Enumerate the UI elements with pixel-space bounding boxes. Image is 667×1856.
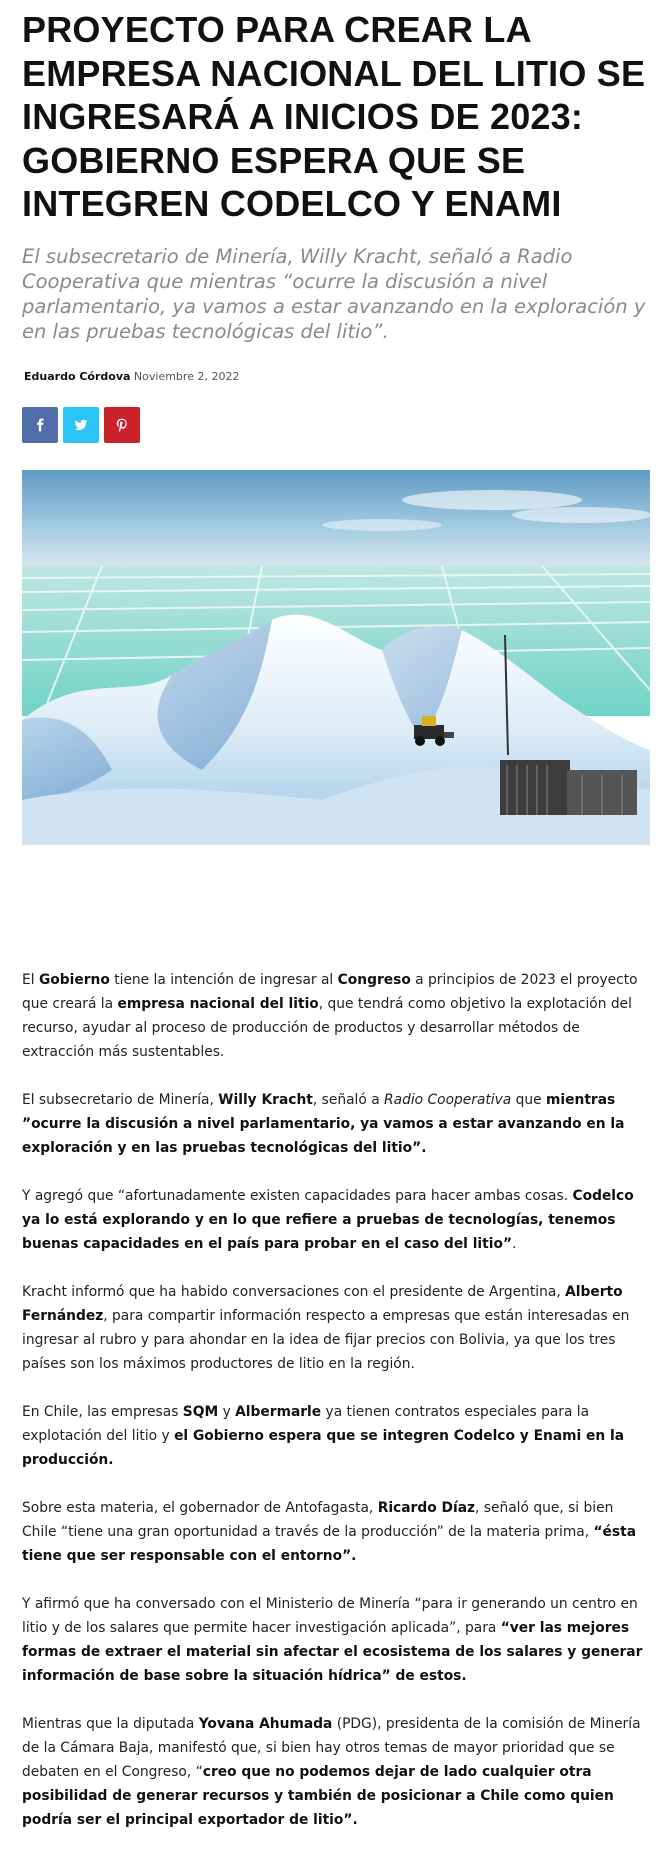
article-paragraph: [22, 1712, 650, 1832]
text-run: En Chile, las empresas: [22, 1404, 183, 1420]
text-run: , señaló que, si bien Chile “tiene una gran oportunidad a través de la producción” de la materia prima,: [22, 1500, 614, 1540]
article-paragraph: [22, 1400, 650, 1472]
salt-flat-photo: [22, 470, 650, 845]
text-run: tiene la intención de ingresar al: [109, 972, 338, 988]
text-run: .: [512, 1236, 517, 1252]
text-run: , que tendrá como objetivo la explotación del recurso, ayudar al proceso de producción de productos y desarrollar métodos de extracción más sustentables.: [22, 996, 632, 1060]
article-paragraph: [22, 1184, 650, 1256]
text-run: Mientras que la diputada: [22, 1716, 199, 1732]
twitter-icon: [74, 418, 88, 432]
bold-text: “ésta tiene que ser responsable con el entorno”.: [22, 1524, 637, 1564]
article-headline: PROYECTO PARA CREAR LA EMPRESA NACIONAL DEL LITIO SE INGRESARÁ A INICIOS DE 2023: GOBIERNO ESPERA QUE SE INTEGREN CODELCO Y ENAMI: [22, 9, 646, 224]
text-run: , señaló a: [312, 1092, 385, 1108]
bold-text: Codelco ya lo está explorando y en lo que refiere a pruebas de tecnologías, tenemos buenas capacidades en el país para probar en el caso del litio”: [22, 1188, 634, 1252]
article-subheadline: El subsecretario de Minería, Willy Kracht, señaló a Radio Cooperativa que mientras “ocurre la discusión a nivel parlamentario, ya vamos a estar avanzando en la exploración y en las pruebas tecnológicas del litio”.: [22, 245, 646, 343]
article-paragraph: [22, 1592, 650, 1688]
bold-text: empresa nacional del litio: [117, 996, 319, 1012]
bold-text: Willy Kracht: [218, 1092, 313, 1108]
article-paragraph: [22, 968, 650, 1064]
bold-text: creo que no podemos dejar de lado cualquier otra posibilidad de generar recursos y también de posicionar a Chile como quien podría ser el principal exportador de litio”.: [22, 1764, 614, 1828]
share-twitter-button[interactable]: [63, 407, 99, 443]
text-run: Sobre esta materia, el gobernador de Antofagasta,: [22, 1500, 378, 1516]
bold-text: Albermarle: [235, 1404, 322, 1420]
pinterest-icon: [115, 418, 129, 432]
hero-image: [22, 470, 650, 845]
text-run: El: [22, 972, 39, 988]
author-link[interactable]: Eduardo Córdova: [24, 370, 131, 383]
text-run: , para compartir información respecto a empresas que están interesadas en ingresar al rubro y para ahondar en la idea de fijar precios con Bolivia, ya que los tres países son los máximos productores de litio en la región.: [22, 1308, 630, 1372]
text-run: Kracht informó que ha habido conversaciones con el presidente de Argentina,: [22, 1284, 566, 1300]
bold-text: el Gobierno espera que se integren Codelco y Enami en la producción.: [22, 1428, 625, 1468]
bold-text: Yovana Ahumada: [198, 1716, 333, 1732]
article-paragraph: [22, 1496, 650, 1568]
text-run: ya tienen contratos especiales para la explotación del litio y: [22, 1404, 590, 1444]
italic-text: Radio Cooperativa: [384, 1092, 512, 1108]
share-bar: [22, 407, 140, 443]
bold-text: Gobierno: [38, 972, 110, 988]
text-run: (PDG), presidenta de la comisión de Minería de la Cámara Baja, manifestó que, si bien hay otros temas de mayor prioridad que se debaten en el Congreso, “: [22, 1716, 641, 1780]
share-pinterest-button[interactable]: [104, 407, 140, 443]
article-paragraph: [22, 1088, 650, 1160]
article-body: [22, 968, 650, 1856]
publish-date: Noviembre 2, 2022: [133, 370, 240, 383]
share-facebook-button[interactable]: [22, 407, 58, 443]
article-paragraph: [22, 1280, 650, 1376]
text-run: a principios de 2023 el proyecto que creará la: [22, 972, 638, 1012]
bold-text: Congreso: [337, 972, 411, 988]
bold-text: “ver las mejores formas de extraer el material sin afectar el ecosistema de los salares y generar información de base sobre la situación hídrica” de estos.: [22, 1620, 643, 1684]
bold-text: Alberto Fernández: [22, 1284, 623, 1324]
bold-text: mientras ”ocurre la discusión a nivel parlamentario, ya vamos a estar avanzando en la exploración y en las pruebas tecnológicas del litio”.: [22, 1092, 625, 1156]
bold-text: Ricardo Díaz: [377, 1500, 476, 1516]
text-run: El subsecretario de Minería,: [22, 1092, 219, 1108]
bold-text: SQM: [182, 1404, 219, 1420]
byline: [24, 370, 239, 383]
facebook-icon: [33, 418, 47, 432]
text-run: que: [511, 1092, 547, 1108]
text-run: y: [218, 1404, 236, 1420]
text-run: Y agregó que “afortunadamente existen capacidades para hacer ambas cosas.: [22, 1188, 573, 1204]
text-run: Y afirmó que ha conversado con el Ministerio de Minería “para ir generando un centro en litio y de los salares que permite hacer investigación aplicada”, para: [22, 1596, 638, 1636]
